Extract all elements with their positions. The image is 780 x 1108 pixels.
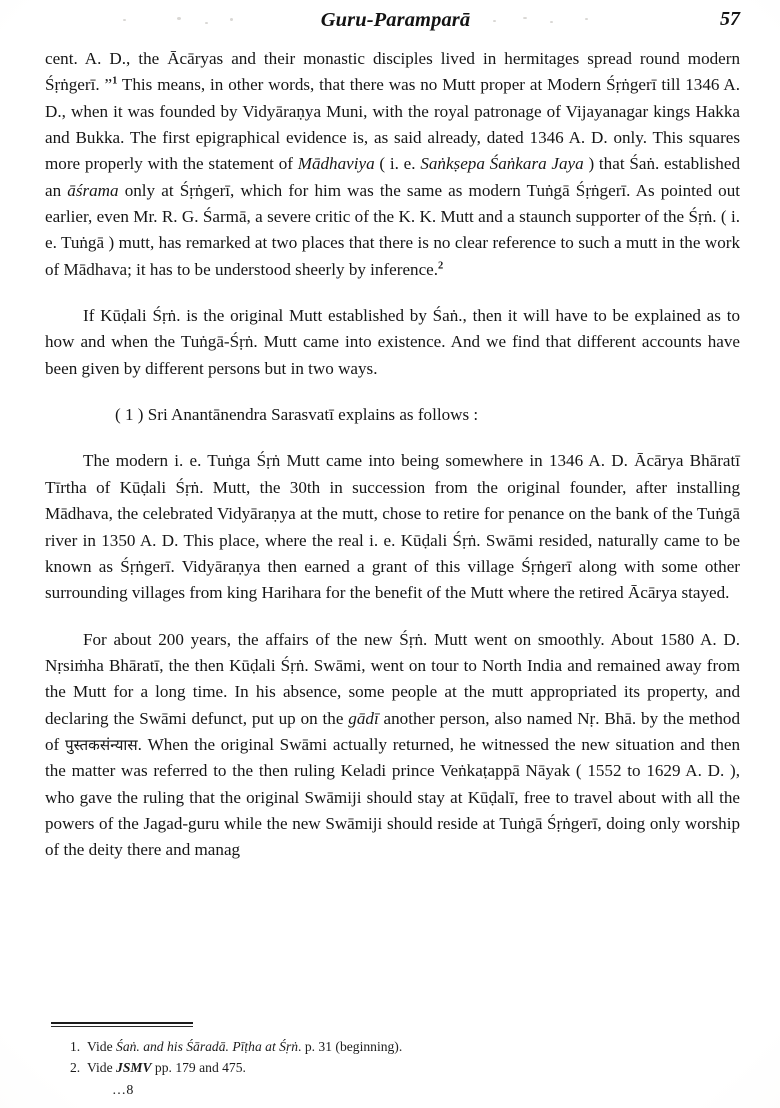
footnote-text (87, 1036, 740, 1057)
text-run: This means, in other words, that there was no Mutt proper at Modern Śṛṅgerī till 1346 A. D., when it was founded by Vidyāraṇya Muni, with the royal patronage of Vijayanagar kings Hakka and Bukka. The first epigraphical evidence is, as said already, dated 1346 A. D. only. This squares more properly with the statement of (45, 75, 740, 174)
footnote-number: 2. (70, 1060, 81, 1076)
text-run: pp. 179 and 475. (151, 1060, 246, 1076)
scan-speck (123, 19, 126, 21)
italic-run: gādī (348, 708, 379, 728)
para-list-item-1 (45, 402, 740, 428)
scan-speck (230, 18, 233, 21)
text-run: Vide (87, 1039, 117, 1055)
footnote-marker: 1 (112, 75, 118, 87)
text-run: ) that Śaṅ. established an (45, 154, 740, 200)
text-run: another person, also named Nṛ. Bhā. by the method of (45, 708, 741, 754)
scan-speck (177, 17, 181, 20)
running-header-title: Guru-Paramparā (320, 9, 471, 31)
italic-run: JSMV (116, 1060, 152, 1076)
text-run: ( i. e. (374, 154, 421, 174)
italic-run: Mādhaviya (297, 154, 375, 174)
text-run: . p. 31 (beginning). (298, 1039, 403, 1055)
scan-speck (205, 22, 208, 24)
text-run: cent. A. D., the Ācāryas and their monastic disciples lived in hermitages spread round modern Śṛṅgerī. ” (45, 49, 740, 95)
text-run: If Kūḍali Śṛṅ. is the original Mutt established by Śaṅ., then it will have to be explained as to how and when the Tuṅgā-Śṛṅ. Mutt came into existence. And we find that different accounts have been given by different persons but in two ways. (45, 306, 740, 378)
italic-run: Saṅkṣepa Śaṅkara Jaya (420, 154, 584, 174)
text-run: Vide (87, 1060, 117, 1076)
text-run: only at Śṛṅgerī, which for him was the same as modern Tuṅgā Śṛṅgerī. As pointed out earlier, even Mr. R. G. Śarmā, a severe critic of the K. K. Mutt and a staunch supporter of the Śṛṅ. ( i. e. Tuṅgā ) mutt, has remarked at two places that there is no clear reference to such a mutt in the work of Mādhava; it has to be understood sheerly by inference. (45, 180, 740, 279)
scan-speck (550, 21, 553, 23)
scan-speck (493, 20, 496, 22)
text-run: The modern i. e. Tuṅga Śṛṅ Mutt came into being somewhere in 1346 A. D. Ācārya Bhāratī Tīrtha of Kūḍali Śṛṅ. Mutt, the 30th in succession from the original founder, after installing Mādhava, the celebrated Vidyāraṇya at the mutt, chose to retire for penance on the bank of the Tuṅgā river in 1350 A. D. This place, where the real i. e. Kūḍali Śṛṅ. Swāmi resided, naturally came to be known as Śṛṅgerī. Vidyāraṇya then earned a grant of this village Śṛṅgerī along with some other surrounding villages from king Harihara for the benefit of the Mutt where the retired Ācārya stayed. (45, 451, 740, 603)
running-header (45, 8, 740, 36)
footnote-text (87, 1057, 740, 1078)
para-modern-tunga (45, 448, 740, 606)
page-text-block (45, 0, 740, 1108)
scan-speck (523, 17, 527, 19)
devanagari-run: पुस्तकसंन्यास (64, 735, 138, 754)
scan-speck (585, 18, 588, 20)
footnote-marker: 2 (438, 260, 444, 272)
text-run: . When the original Swāmi actually returned, he witnessed the new situation and then the matter was referred to the then ruling Keladi prince Veṅkaṭappā Nāyak ( 1552 to 1629 A. D. ), who gave the ruling that the original Swāmiji should stay at Kūḍalī, free to travel about with all the powers of the Jagad-guru while the new Swāmiji should reside at Tuṅgā Śṛṅgerī, doing only worship of the deity there and manag (45, 734, 741, 860)
footnote-item (45, 1057, 740, 1078)
para-200-years (45, 627, 740, 864)
italic-run: āśrama (67, 180, 119, 200)
para-kudali-original (45, 303, 740, 382)
text-run: ( 1 ) Sri Anantānendra Sarasvatī explains as follows : (115, 405, 479, 425)
footnote-divider-rule (51, 1022, 193, 1027)
footnote-item (45, 1036, 740, 1057)
footnote-section (45, 1022, 740, 1099)
footnote-number: 1. (70, 1039, 81, 1055)
body-text (45, 46, 740, 864)
para-hermitages (45, 46, 740, 283)
signature-catchword: …8 (112, 1083, 134, 1099)
text-run: For about 200 years, the affairs of the new Śṛṅ. Mutt went on smoothly. About 1580 A. D. Nṛsiṁha Bhāratī, the then Kūḍali Śṛṅ. Swāmi, went on tour to North India and remained away from the Mutt for a long time. In his absence, some people at the mutt appropriated its property, and declaring the Swāmi defunct, put up on the (45, 629, 740, 728)
page-number: 57 (720, 8, 740, 30)
italic-run: Śaṅ. and his Śāradā. Pīṭha at Śṛṅ (116, 1039, 299, 1055)
footnote-list (45, 1036, 740, 1078)
